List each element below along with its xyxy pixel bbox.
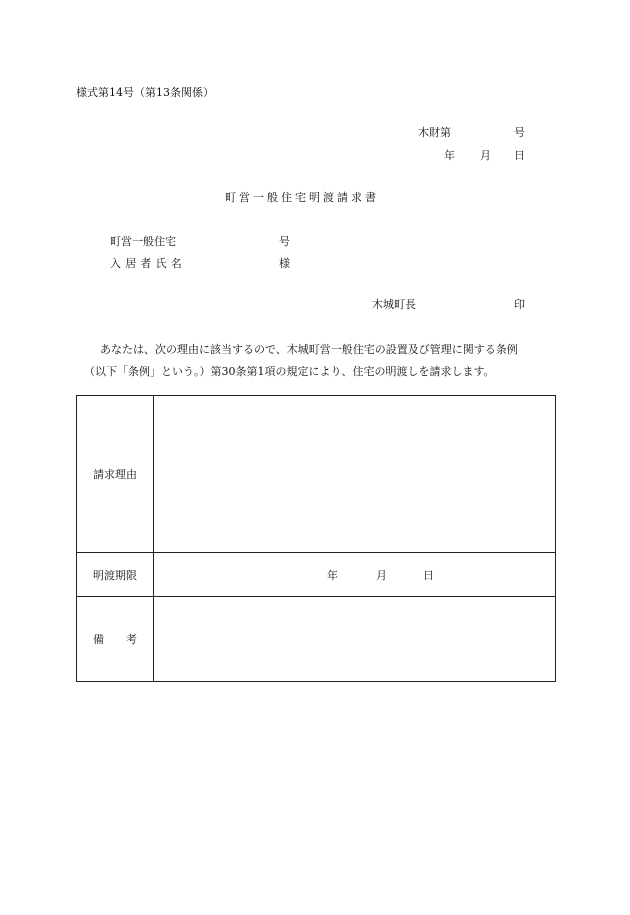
issue-date-month: 月 [480, 149, 491, 162]
table-row-reason [77, 396, 556, 553]
deadline-label: 明渡期限 [77, 553, 154, 597]
housing-number-suffix: 号 [279, 235, 290, 248]
deadline-year: 年 [327, 569, 338, 582]
body-paragraph [84, 339, 558, 383]
reason-label: 請求理由 [77, 396, 154, 553]
request-form-table [76, 395, 556, 682]
remarks-field[interactable] [154, 597, 556, 682]
body-line-2: （以下「条例」という。）第30条第1項の規定により、住宅の明渡しを請求します。 [84, 365, 495, 378]
page-title: 町営一般住宅明渡請求書 [225, 191, 379, 204]
remarks-label: 備考 [93, 633, 159, 646]
remarks-label-cell [77, 597, 159, 682]
seal-mark: 印 [514, 298, 525, 311]
housing-label: 町営一般住宅 [110, 235, 176, 248]
issuer-mayor: 木城町長 [372, 298, 416, 311]
table-row-deadline [77, 553, 556, 597]
body-line-1: あなたは、次の理由に該当するので、木城町営一般住宅の設置及び管理に関する条例 [100, 343, 518, 356]
deadline-month: 月 [376, 569, 387, 582]
document-number-suffix: 号 [514, 126, 525, 139]
table-row-remarks [77, 597, 556, 682]
resident-name-label: 入居者氏名 [110, 257, 186, 270]
document-number-prefix: 木財第 [418, 126, 451, 139]
issue-date-year: 年 [444, 149, 455, 162]
deadline-field[interactable] [154, 553, 556, 597]
deadline-day: 日 [423, 569, 434, 582]
form-number: 様式第14号（第13条関係） [76, 86, 214, 99]
issue-date-day: 日 [514, 149, 525, 162]
resident-honorific: 様 [279, 257, 290, 270]
reason-field[interactable] [154, 396, 556, 553]
